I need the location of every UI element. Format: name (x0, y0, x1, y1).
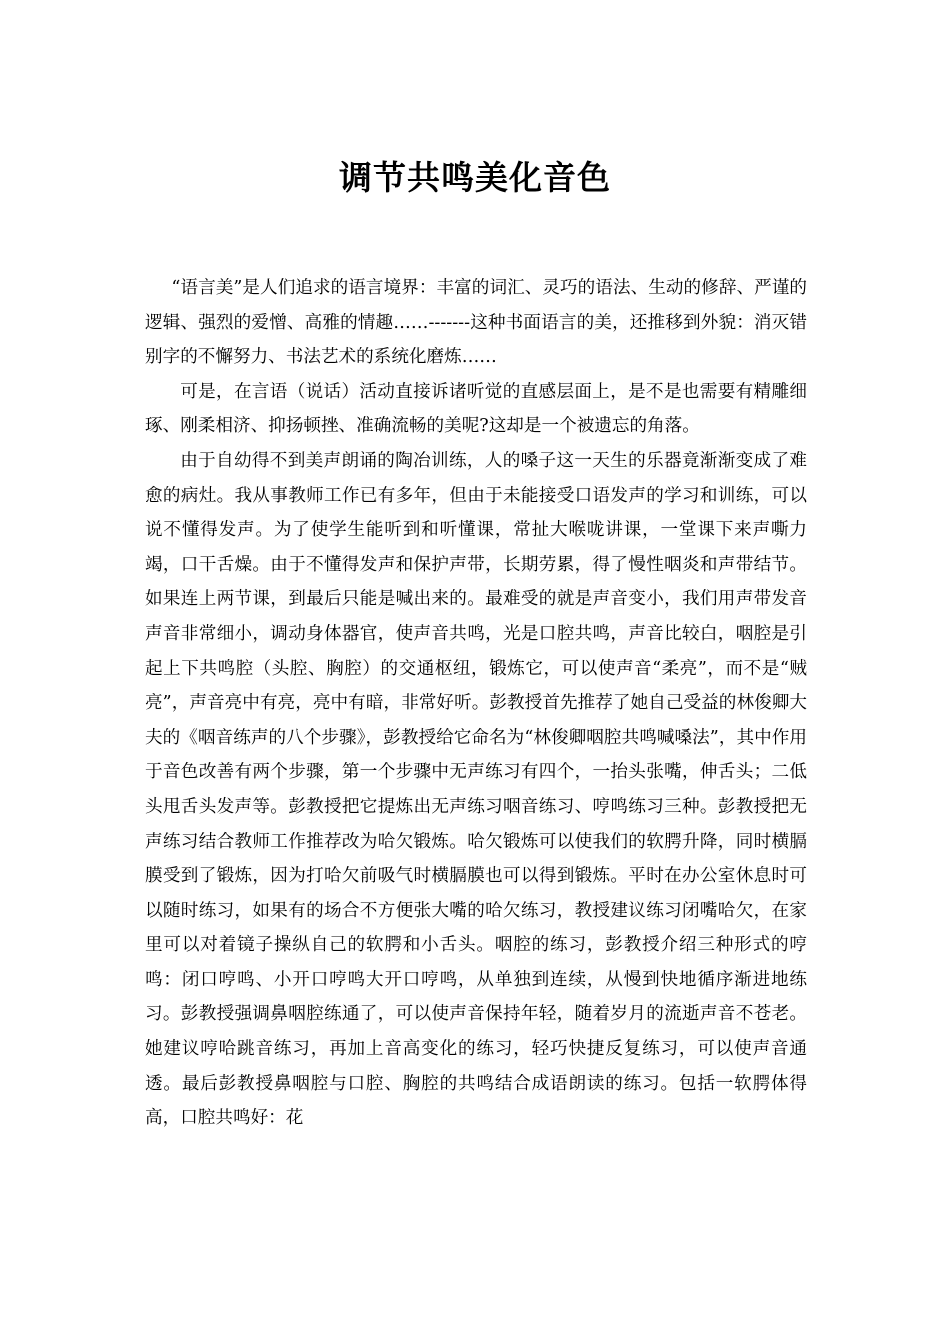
document-title: 调节共鸣美化音色 (339, 158, 611, 197)
paragraph-1: “语言美”是人们追求的语言境界：丰富的词汇、灵巧的语法、生动的修辞、严谨的逻辑、强烈的爱憎、高雅的情趣……-------这种书面语言的美，还推移到外貌：消灭错别字的不懈努力、书法艺术的系统化磨炼…… (145, 278, 807, 368)
paragraph-2: 可是，在言语（说话）活动直接诉诸听觉的直感层面上，是不是也需要有精雕细琢、刚柔相济、抑扬顿挫、准确流畅的美呢?这却是一个被遗忘的角落。 (145, 381, 807, 437)
paragraph-3: 由于自幼得不到美声朗诵的陶冶训练，人的嗓子这一天生的乐器竟渐渐变成了难愈的病灶。我从事教师工作已有多年，但由于未能接受口语发声的学习和训练，可以说不懂得发声。为了使学生能听到和听懂课，常扯大喉咙讲课，一堂课下来声嘶力竭，口干舌燥。由于不懂得发声和保护声带，长期劳累，得了慢性咽炎和声带结节。如果连上两节课，到最后只能是喊出来的。最难受的就是声音变小，我们用声带发音声音非常细小，调动身体器官，使声音共鸣，光是口腔共鸣，声音比较白，咽腔是引起上下共鸣腔（头腔、胸腔）的交通枢纽，锻炼它，可以使声音“柔亮”，而不是“贼亮”，声音亮中有亮，亮中有暗，非常好听。彭教授首先推荐了她自己受益的林俊卿大夫的《咽音练声的八个步骤》，彭教授给它命名为“林俊卿咽腔共鸣喊嗓法”，其中作用于音色改善有两个步骤，第一个步骤中无声练习有四个，一抬头张嘴，伸舌头；二低头甩舌头发声等。彭教授把它提炼出无声练习咽音练习、哼鸣练习三种。彭教授把无声练习结合教师工作推荐改为哈欠锻炼。哈欠锻炼可以使我们的软腭升降，同时横膈膜受到了锻炼，因为打哈欠前吸气时横膈膜也可以得到锻炼。平时在办公室休息时可以随时练习，如果有的场合不方便张大嘴的哈欠练习，教授建议练习闭嘴哈欠，在家里可以对着镜子操纵自己的软腭和小舌头。咽腔的练习，彭教授介绍三种形式的哼鸣：闭口哼鸣、小开口哼鸣大开口哼鸣，从单独到连续，从慢到快地循序渐进地练习。彭教授强调鼻咽腔练通了，可以使声音保持年轻，随着岁月的流逝声音不苍老。她建议哼哈跳音练习，再加上音高变化的练习，轻巧快捷反复练习，可以使声音通透。最后彭教授鼻咽腔与口腔、胸腔的共鸣结合成语朗读的练习。包括一软腭体得高，口腔共鸣好：花 (145, 450, 807, 1129)
document-body (145, 271, 807, 1136)
